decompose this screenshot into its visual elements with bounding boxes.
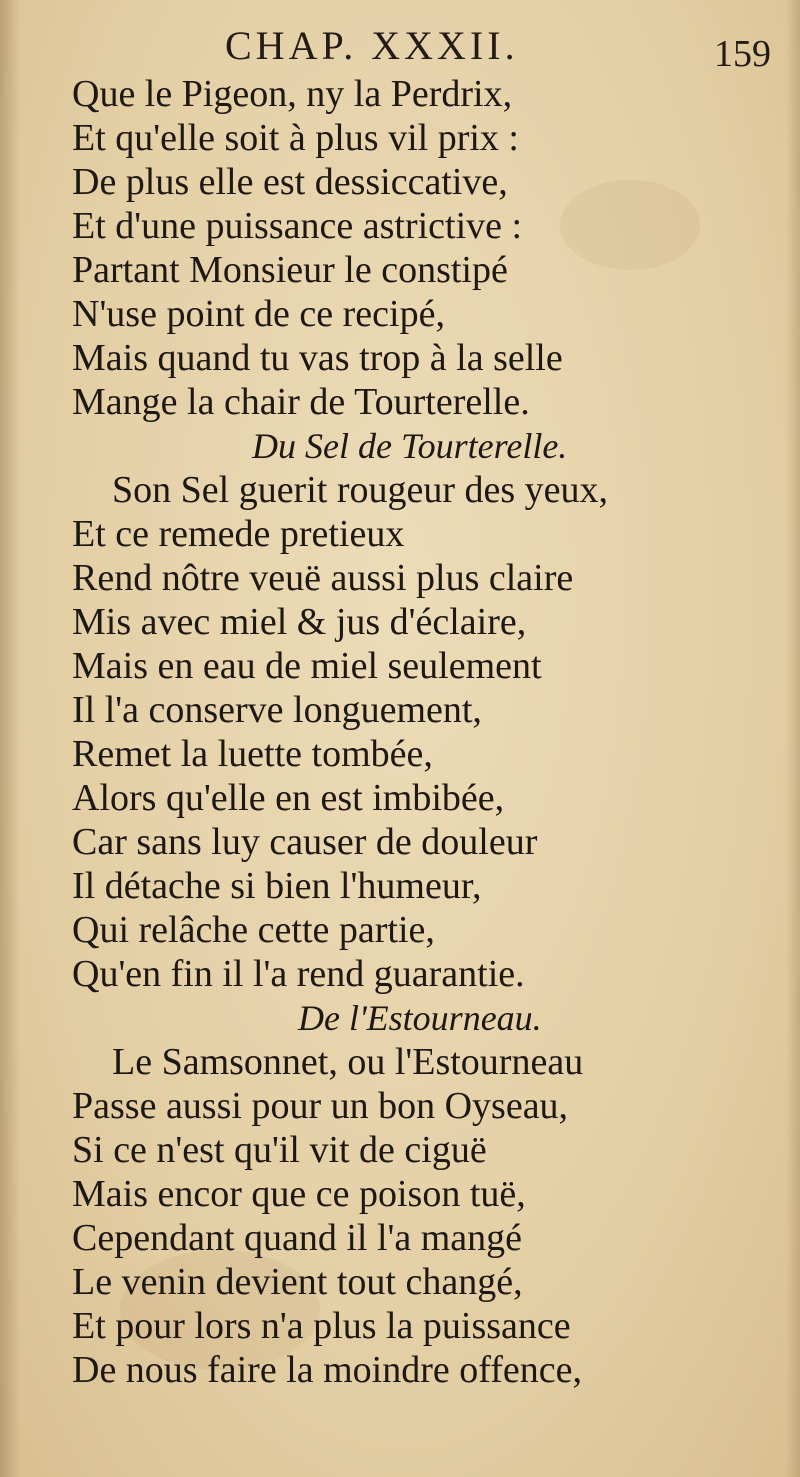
gutter-shadow	[0, 0, 20, 1477]
page-number: 159	[714, 33, 771, 75]
verse-line: De plus elle est dessiccative,	[72, 161, 508, 203]
verse-line: Cependant quand il l'a mangé	[72, 1217, 523, 1259]
verse-line: De nous faire la moindre offence,	[72, 1349, 582, 1391]
section-heading: De l'Estourneau.	[298, 998, 542, 1038]
verse-line: Mais encor que ce poison tuë,	[72, 1173, 526, 1215]
verse-line: Mais en eau de miel seulement	[72, 645, 542, 687]
verse-line: Remet la luette tombée,	[72, 733, 433, 775]
verse-line: Et ce remede pretieux	[72, 513, 405, 555]
verse-line: Qu'en fin il l'a rend guarantie.	[72, 953, 525, 995]
verse-line: Mis avec miel & jus d'éclaire,	[72, 601, 527, 643]
verse-line: Partant Monsieur le constipé	[72, 249, 508, 291]
verse-line: Son Sel guerit rougeur des yeux,	[112, 469, 609, 511]
verse-line: Et pour lors n'a plus la puissance	[72, 1305, 571, 1347]
verse-line: Car sans luy causer de douleur	[72, 821, 538, 863]
verse-line: Rend nôtre veuë aussi plus claire	[72, 557, 574, 599]
verse-line: Il l'a conserve longuement,	[72, 689, 482, 731]
verse-line: Alors qu'elle en est imbibée,	[72, 777, 505, 819]
verse-line: Mange la chair de Tourterelle.	[72, 381, 530, 423]
verse-line: Mais quand tu vas trop à la selle	[72, 337, 563, 379]
verse-line: Et d'une puissance astrictive :	[72, 205, 523, 247]
verse-line: Que le Pigeon, ny la Perdrix,	[72, 73, 513, 115]
verse-line: Qui relâche cette partie,	[72, 909, 435, 951]
running-title: CHAP. XXXII.	[225, 23, 519, 68]
verse-line: Passe aussi pour un bon Oyseau,	[72, 1085, 569, 1127]
verse-line: Le Samsonnet, ou l'Estourneau	[112, 1041, 584, 1083]
page-edge-shadow	[786, 0, 800, 1477]
verse-line: N'use point de ce recipé,	[72, 293, 445, 335]
verse-line: Le venin devient tout changé,	[72, 1261, 523, 1303]
paper-stain	[560, 180, 700, 270]
verse-line: Si ce n'est qu'il vit de ciguë	[72, 1129, 487, 1171]
verse-line: Il détache si bien l'humeur,	[72, 865, 482, 907]
section-heading: Du Sel de Tourterelle.	[252, 426, 568, 466]
verse-line: Et qu'elle soit à plus vil prix :	[72, 117, 519, 159]
